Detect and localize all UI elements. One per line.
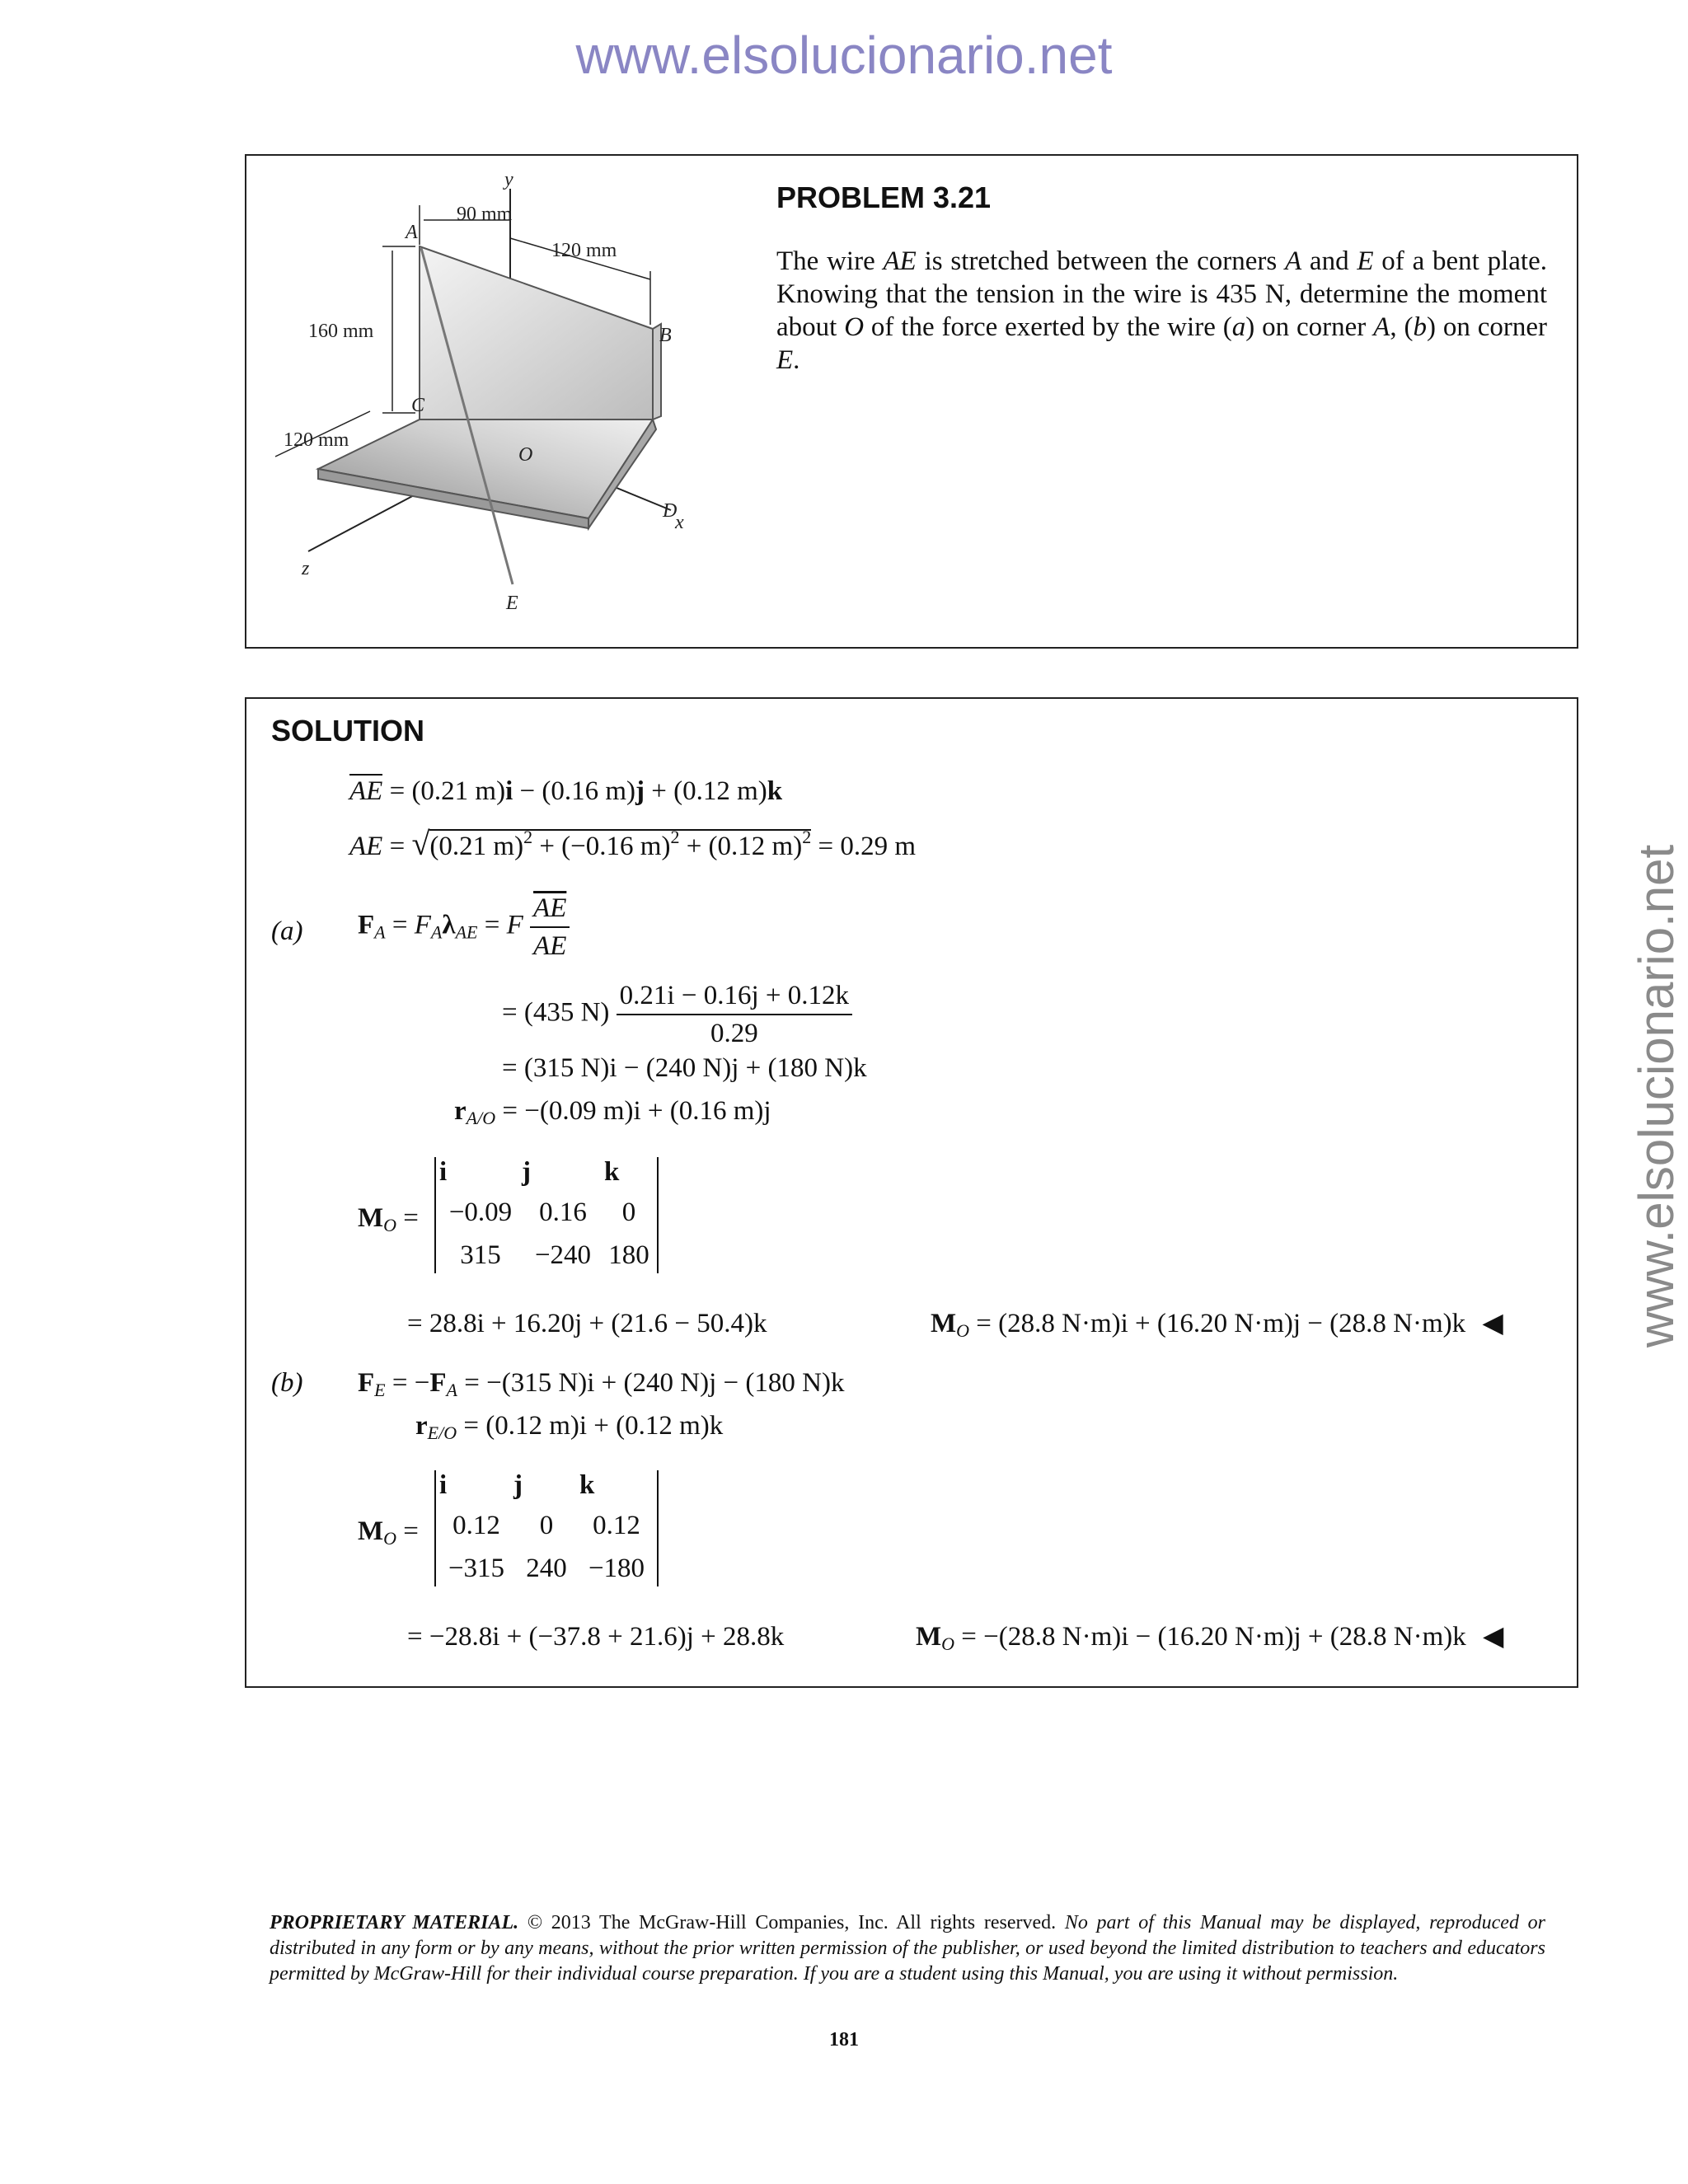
answer-marker-a: ◀ <box>1482 1309 1503 1338</box>
determinant-a: i j k −0.09 0.16 0 315 −240 180 <box>434 1157 659 1273</box>
r-ao-eq: $r_{A/O} = -(0.09$ m)i + (0.16 m)j <box>454 1096 771 1128</box>
label-e: E <box>506 593 518 614</box>
label-o: O <box>518 444 533 466</box>
ae-vector-eq: AE = (0.21 m)i − (0.16 m)j + (0.12 m)k <box>349 775 782 808</box>
part-a-label: (a) <box>271 916 303 946</box>
determinant-b: i j k 0.12 0 0.12 −315 240 −180 <box>434 1470 659 1586</box>
fa-eq: $F_A = F_A\lambda_{AE} = F$ $\frac{\overline{AE}}{AE}$ <box>358 892 570 963</box>
watermark-side: www.elsolucionario.net <box>1629 844 1684 1348</box>
label-a: A <box>406 222 418 243</box>
watermark-top[interactable]: www.elsolucionario.net <box>575 26 1113 85</box>
mo-b-expanded: = −28.8i + (−37.8 + 21.6)j + 28.8k <box>407 1622 785 1652</box>
mo-b-label: $M_O$ = <box>358 1516 419 1549</box>
fa-step2: = (435 N) $\frac{0.21i - 0.16j + 0.12k}{0.29}$ <box>502 979 852 1050</box>
label-d: D <box>663 500 678 522</box>
dim-90: 90 mm <box>457 204 513 225</box>
label-z-axis: z <box>302 558 310 579</box>
fe-eq: $F_E = -F_A = -(315$ N)i + (240 N)j − (180 N)k <box>358 1368 845 1400</box>
bent-plate-figure <box>259 172 753 634</box>
label-c: C <box>411 395 425 416</box>
label-x-axis: x <box>675 512 684 533</box>
mo-a-expanded: = 28.8i + 16.20j + (21.6 − 50.4)k <box>407 1309 767 1338</box>
ae-magnitude-eq: AE = √(0.21 m)$^2$ + (−0.16 m)$^2$ + (0.12 m)$^2$ = 0.29 m <box>349 825 916 862</box>
dim-120-top: 120 mm <box>551 240 617 261</box>
r-eo-eq: $r_{E/O} = (0.12$ m)i + (0.12 m)k <box>415 1411 724 1443</box>
mo-a-answer: $M_O = (28.8$ N·m)i + (16.20 N·m)j − (28.8 N·m)k ◀ <box>931 1309 1503 1341</box>
copyright-footer: PROPRIETARY MATERIAL. © 2013 The McGraw-Hill Companies, Inc. All rights reserved. No part of this Manual may be displayed, reproduced or distributed in any form or by any means, without the prior written permission of the publisher, or used beyond the limited distribution to teachers and educators permitted by McGraw-Hill for their individual course preparation. If you are a student using this Manual, you are using it without permission. <box>270 1912 1545 1985</box>
problem-statement: The wire AE is stretched between the corners A and E of a bent plate. Knowing that the tension in the wire is 435 N, determine the moment about O of the force exerted by the wire (a) on corner A, (b) on corner E. <box>776 246 1547 375</box>
solution-title: SOLUTION <box>271 714 424 748</box>
problem-title: PROBLEM 3.21 <box>776 180 992 214</box>
page-number: 181 <box>829 2029 859 2050</box>
plate-vertical <box>420 246 653 419</box>
label-b: B <box>659 325 672 346</box>
part-b-label: (b) <box>271 1368 303 1398</box>
dim-160: 160 mm <box>308 321 374 342</box>
label-y-axis: y <box>504 172 513 190</box>
solution-box <box>245 697 1578 1688</box>
mo-b-answer: $M_O = -(28.8$ N·m)i − (16.20 N·m)j + (28.8 N·m)k ◀ <box>916 1622 1504 1654</box>
mo-a-label: $M_O$ = <box>358 1203 419 1235</box>
dim-120-left: 120 mm <box>284 429 349 451</box>
answer-marker-b: ◀ <box>1482 1622 1504 1652</box>
fa-step3: = (315 N)i − (240 N)j + (180 N)k <box>502 1053 867 1083</box>
problem-box <box>245 154 1578 649</box>
